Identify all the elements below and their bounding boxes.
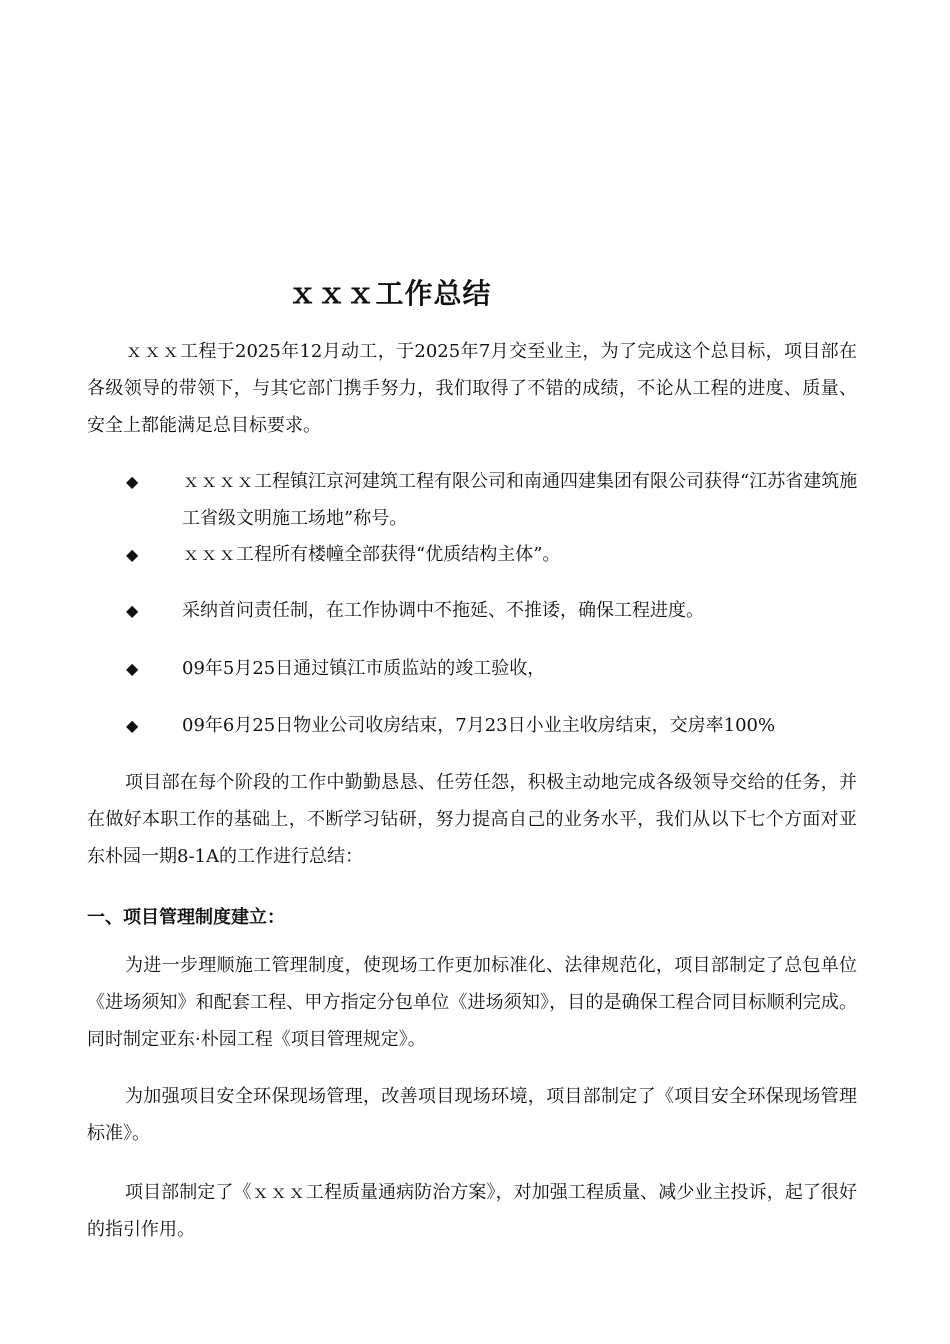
bullet-text: 采纳首问责任制，在工作协调中不拖延、不推诿，确保工程进度。 (182, 600, 704, 621)
summary-paragraph: 项目部在每个阶段的工作中勤勤恳恳、任劳任怨，积极主动地完成各级领导交给的任务，并在做好本职工作的基础上，不断学习钻研，努力提高自己的业务水平，我们从以下七个方面对亚东朴园一期8-1A的工作进行总结： (87, 772, 857, 867)
bullet-text: 09年6月25日物业公司收房结束，7月23日小业主收房结束，交房率100% (182, 715, 776, 736)
diamond-bullet-icon: ◆ (126, 716, 139, 735)
diamond-bullet-icon: ◆ (126, 601, 139, 620)
section-paragraph: 为进一步理顺施工管理制度，使现场工作更加标准化、法律规范化，项目部制定了总包单位《进场须知》和配套工程、甲方指定分包单位《进场须知》，目的是确保工程合同目标顺利完成。同时制定亚东·朴园工程《项目管理规定》。 (87, 955, 857, 1050)
diamond-bullet-icon: ◆ (126, 659, 139, 678)
diamond-bullet-icon: ◆ (126, 545, 139, 564)
document-title: ｘｘｘ工作总结 (288, 277, 492, 310)
section-heading: 一、项目管理制度建立： (87, 907, 285, 928)
diamond-bullet-icon: ◆ (126, 472, 139, 491)
bullet-text: 09年5月25日通过镇江市质监站的竣工验收， (182, 658, 546, 679)
section-paragraph: 项目部制定了《ｘｘｘ工程质量通病防治方案》，对加强工程质量、减少业主投诉，起了很好的指引作用。 (87, 1182, 857, 1240)
intro-paragraph: ｘｘｘ工程于2025年12月动工，于2025年7月交至业主，为了完成这个总目标，项目部在各级领导的带领下，与其它部门携手努力，我们取得了不错的成绩，不论从工程的进度、质量、安全上都能满足总目标要求。 (87, 341, 857, 436)
bullet-text: ｘｘｘ工程所有楼幢全部获得“优质结构主体”。 (182, 544, 561, 565)
bullet-text: ｘｘｘｘ工程镇江京河建筑工程有限公司和南通四建集团有限公司获得“江苏省建筑施工省级文明施工场地”称号。 (182, 471, 858, 529)
section-paragraph: 为加强项目安全环保现场管理，改善项目现场环境，项目部制定了《项目安全环保现场管理标准》。 (87, 1086, 857, 1144)
